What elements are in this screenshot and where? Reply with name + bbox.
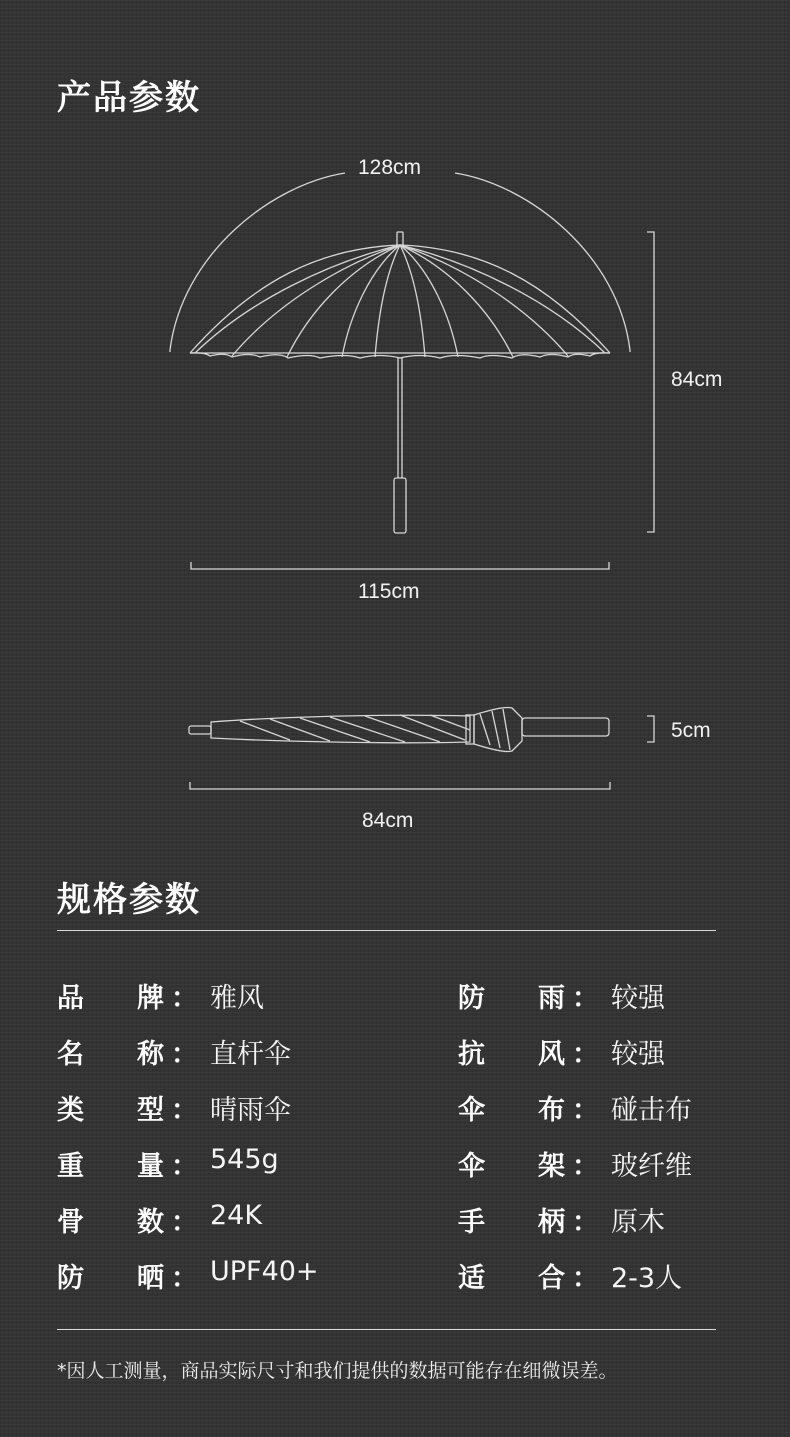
spec-row: 防 晒 ： UPF40+ 适 合 ： 2-3人 xyxy=(57,1256,683,1294)
open-umbrella-diagram xyxy=(0,0,790,620)
closed-thickness-label: 5cm xyxy=(671,719,711,742)
spec-row: 类 型 ： 晴雨伞 伞 布 ： 碰击布 xyxy=(57,1095,692,1126)
open-span-label: 128cm xyxy=(358,156,422,179)
section-title-specs: 规格参数 xyxy=(57,880,201,920)
umbrella-canopy xyxy=(190,245,610,353)
open-width-label: 115cm xyxy=(358,580,420,603)
closed-length-label: 84cm xyxy=(362,809,414,832)
measurement-footnote: *因人工测量，商品实际尺寸和我们提供的数据可能存在细微误差。 xyxy=(57,1360,618,1382)
closed-umbrella-handle xyxy=(522,718,609,736)
open-height-label: 84cm xyxy=(671,368,723,391)
spec-row: 骨 数 ： 24K 手 柄 ： 原木 xyxy=(57,1200,665,1238)
span-arc xyxy=(170,173,345,350)
closed-umbrella-diagram xyxy=(0,690,790,800)
spec-row: 重 量 ： 545g 伞 架 ： 玻纤维 xyxy=(57,1144,692,1182)
divider-bottom xyxy=(57,1329,716,1330)
spec-grid xyxy=(57,966,737,1302)
spec-row: 品 牌 ： 雅风 防 雨 ： 较强 xyxy=(57,983,665,1014)
span-arc-right xyxy=(455,173,630,350)
open-umbrella-handle xyxy=(394,478,406,533)
section-title-product-params: 产品参数 xyxy=(57,78,201,118)
spec-row: 名 称 ： 直杆伞 抗 风 ： 较强 xyxy=(57,1039,665,1070)
divider-top xyxy=(57,930,716,931)
